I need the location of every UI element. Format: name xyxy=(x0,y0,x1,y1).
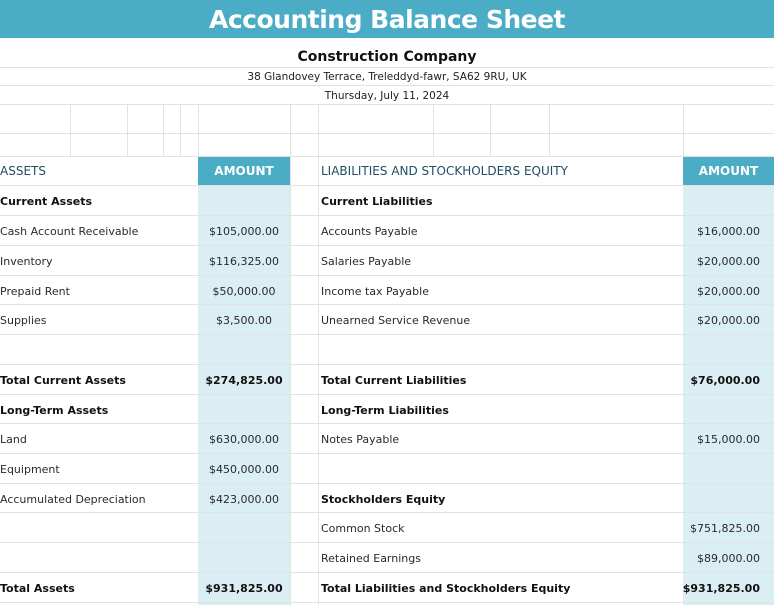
liability-label[interactable]: Current Liabilities xyxy=(321,194,433,208)
table-row xyxy=(0,395,774,425)
grid-line xyxy=(0,304,774,305)
asset-label[interactable]: Long-Term Assets xyxy=(0,403,109,417)
grid-line xyxy=(0,423,774,424)
assets-amount-header: AMOUNT xyxy=(198,157,290,185)
asset-amount[interactable]: $423,000.00 xyxy=(209,492,279,506)
liability-label[interactable] xyxy=(321,454,683,484)
grid-line xyxy=(490,104,491,156)
asset-amount[interactable] xyxy=(198,335,290,365)
liability-label[interactable]: Income tax Payable xyxy=(321,284,429,298)
table-row xyxy=(0,454,774,484)
liability-label[interactable]: Unearned Service Revenue xyxy=(321,313,471,327)
asset-label[interactable]: Land xyxy=(0,432,27,446)
table-row xyxy=(0,484,774,514)
asset-amount[interactable] xyxy=(198,395,290,425)
liability-label[interactable] xyxy=(321,335,683,365)
liability-amount[interactable]: $76,000.00 xyxy=(690,373,760,387)
table-row xyxy=(0,186,774,216)
grid-line xyxy=(70,104,71,156)
asset-label[interactable]: Supplies xyxy=(0,313,47,327)
grid-line xyxy=(127,104,128,156)
grid-line xyxy=(0,512,774,513)
report-date: Thursday, July 11, 2024 xyxy=(0,87,774,105)
asset-amount[interactable]: $50,000.00 xyxy=(212,284,276,298)
asset-label[interactable]: Total Assets xyxy=(0,581,75,595)
asset-label[interactable]: Prepaid Rent xyxy=(0,284,70,298)
liabilities-amount-header: AMOUNT xyxy=(683,157,774,185)
grid-line xyxy=(683,104,684,156)
liability-label[interactable]: Common Stock xyxy=(321,521,405,535)
table-row xyxy=(0,365,774,395)
liability-label[interactable]: Retained Earnings xyxy=(321,551,421,565)
asset-label[interactable]: Current Assets xyxy=(0,194,93,208)
asset-amount[interactable]: $3,500.00 xyxy=(216,313,272,327)
grid-line xyxy=(163,104,164,156)
liability-amount[interactable]: $16,000.00 xyxy=(697,224,760,238)
grid-line xyxy=(0,602,774,603)
asset-amount[interactable]: $931,825.00 xyxy=(205,581,283,595)
liability-amount[interactable] xyxy=(683,484,774,514)
asset-amount[interactable]: $116,325.00 xyxy=(209,254,279,268)
liability-amount[interactable]: $751,825.00 xyxy=(690,521,760,535)
liability-amount[interactable] xyxy=(683,335,774,365)
asset-label[interactable]: Cash Account Receivable xyxy=(0,224,139,238)
grid-line xyxy=(198,104,199,156)
grid-line xyxy=(0,572,774,573)
asset-label[interactable]: Total Current Assets xyxy=(0,373,126,387)
liability-label[interactable]: Total Current Liabilities xyxy=(321,373,467,387)
liability-amount[interactable]: $15,000.00 xyxy=(697,432,760,446)
table-row xyxy=(0,305,774,335)
grid-line xyxy=(0,185,774,186)
grid-line xyxy=(0,364,774,365)
table-row xyxy=(0,424,774,454)
liability-amount[interactable] xyxy=(683,186,774,216)
table-row xyxy=(0,573,774,603)
grid-line xyxy=(0,453,774,454)
sheet-title: Accounting Balance Sheet xyxy=(0,0,774,38)
grid-line xyxy=(0,245,774,246)
grid-line xyxy=(549,104,550,156)
asset-label[interactable] xyxy=(0,513,198,543)
asset-amount[interactable]: $274,825.00 xyxy=(205,373,283,387)
asset-amount[interactable] xyxy=(198,513,290,543)
asset-amount[interactable] xyxy=(198,543,290,573)
liability-label[interactable]: Notes Payable xyxy=(321,432,400,446)
table-row xyxy=(0,543,774,573)
liability-label[interactable]: Long-Term Liabilities xyxy=(321,403,449,417)
grid-line xyxy=(0,483,774,484)
liability-amount[interactable]: $931,825.00 xyxy=(682,581,760,595)
table-row xyxy=(0,276,774,306)
asset-label[interactable]: Equipment xyxy=(0,462,60,476)
table-row xyxy=(0,246,774,276)
table-row xyxy=(0,335,774,365)
liability-label[interactable]: Stockholders Equity xyxy=(321,492,446,506)
asset-label[interactable]: Inventory xyxy=(0,254,53,268)
liability-amount[interactable]: $20,000.00 xyxy=(697,284,760,298)
table-row xyxy=(0,513,774,543)
liability-label[interactable]: Salaries Payable xyxy=(321,254,412,268)
liability-label[interactable]: Accounts Payable xyxy=(321,224,418,238)
asset-amount[interactable]: $450,000.00 xyxy=(209,462,279,476)
grid-line xyxy=(0,275,774,276)
assets-header: ASSETS xyxy=(0,164,46,178)
grid-line xyxy=(0,133,774,134)
grid-line xyxy=(0,542,774,543)
liability-amount[interactable] xyxy=(683,454,774,484)
grid-line xyxy=(433,104,434,156)
liability-amount[interactable]: $20,000.00 xyxy=(697,254,760,268)
liability-amount[interactable]: $20,000.00 xyxy=(697,313,760,327)
grid-line xyxy=(180,104,181,156)
grid-line xyxy=(0,394,774,395)
liability-amount[interactable] xyxy=(683,395,774,425)
grid-line xyxy=(0,215,774,216)
asset-label[interactable]: Accumulated Depreciation xyxy=(0,492,146,506)
grid-line xyxy=(0,334,774,335)
company-address: 38 Glandovey Terrace, Treleddyd-fawr, SA62 9RU, UK xyxy=(0,68,774,86)
asset-amount[interactable]: $105,000.00 xyxy=(209,224,279,238)
table-row xyxy=(0,216,774,246)
liability-amount[interactable]: $89,000.00 xyxy=(697,551,760,565)
asset-amount[interactable] xyxy=(198,186,290,216)
company-name: Construction Company xyxy=(0,46,774,68)
asset-amount[interactable]: $630,000.00 xyxy=(209,432,279,446)
liabilities-header: LIABILITIES AND STOCKHOLDERS EQUITY xyxy=(321,164,568,178)
grid-line xyxy=(0,104,774,105)
liability-label[interactable]: Total Liabilities and Stockholders Equity xyxy=(321,581,571,595)
asset-label[interactable] xyxy=(0,543,198,573)
asset-label[interactable] xyxy=(0,335,198,365)
